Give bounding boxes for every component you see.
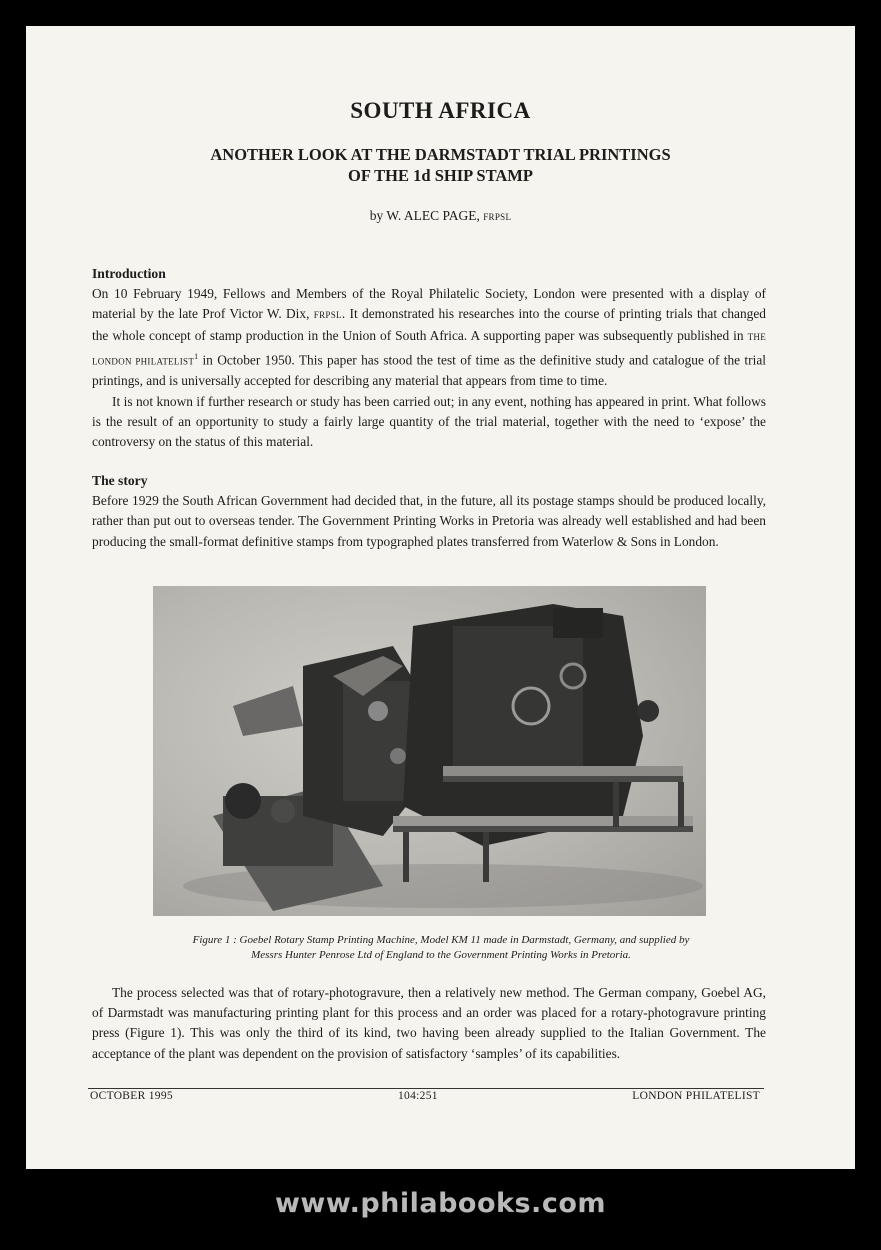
byline bbox=[26, 208, 855, 224]
introduction-paragraph-1: On 10 February 1949, Fellows and Members of the Royal Philatelic Society, London were presented with a display of material by the late Prof Victor W. Dix, FRPSL. It demonstrated his researches into the course of printing trials that changed the whole concept of stamp production in the Union of South Africa. A supporting paper was subsequently published in THE LONDON PHILATELIST$^1$ in October 1950. This paper has stood the test of time as the definitive study and catalogue of the trial printings, and is universally accepted for describing any material that appears from time to time. bbox=[92, 286, 766, 389]
footer-page-number: 104:251 bbox=[398, 1090, 438, 1102]
author-name: by W. ALEC PAGE, bbox=[369, 208, 480, 223]
process-paragraph-1: The process selected was that of rotary-photogravure, then a relatively new method. The German company, Goebel AG, of Darmstadt was manufacturing printing plant for this process and an order was placed for a rotary-photogravure printing press (Figure 1). This was only the third of its kind, two having been already supplied to the Italian Government. The acceptance of the plant was dependent on the provision of satisfactory ‘samples’ of its capabilities. bbox=[92, 985, 766, 1061]
process-section bbox=[92, 983, 766, 1064]
introduction-section bbox=[92, 264, 766, 452]
honour-abbrev: FRPSL bbox=[313, 310, 342, 321]
author-honour: FRPSL bbox=[483, 212, 512, 222]
journal-name: THE LONDON PHILATELIST bbox=[92, 331, 766, 367]
figure-caption-line-1: Figure 1 : Goebel Rotary Stamp Printing Machine, Model KM 11 made in Darmstadt, Germany, and supplied by bbox=[192, 934, 690, 946]
section-title: SOUTH AFRICA bbox=[350, 98, 531, 123]
story-paragraph-1: Before 1929 the South African Government had decided that, in the future, all its postage stamps should be produced locally, rather than put out to overseas tender. The Government Printing Works in Pretoria was already well established and had been producing the small-format definitive stamps from typographed plates transferred from Waterlow & Sons in London. bbox=[92, 493, 766, 549]
footer-date: OCTOBER 1995 bbox=[90, 1090, 173, 1102]
footnote-ref: 1 bbox=[194, 351, 199, 361]
figure-caption bbox=[116, 933, 766, 963]
article-title-line-1: ANOTHER LOOK AT THE DARMSTADT TRIAL PRINTINGS bbox=[210, 145, 671, 164]
story-heading: The story bbox=[92, 473, 148, 488]
introduction-paragraph-2: It is not known if further research or study has been carried out; in any event, nothing has appeared in print. What follows is the result of an opportunity to study a fairly large quantity of the trial material, together with the need to ‘expose’ the controversy on the status of this material. bbox=[92, 393, 766, 450]
story-section bbox=[92, 471, 766, 552]
goebel-rotary-printing-machine-photo bbox=[153, 586, 706, 916]
machine-illustration bbox=[153, 586, 706, 916]
website-watermark: www.philabooks.com bbox=[274, 1188, 607, 1219]
footer-divider bbox=[88, 1088, 764, 1089]
introduction-heading: Introduction bbox=[92, 266, 166, 281]
footer-journal-name: LONDON PHILATELIST bbox=[632, 1090, 760, 1102]
article-title bbox=[26, 144, 855, 186]
article-title-line-2: OF THE 1d SHIP STAMP bbox=[348, 166, 533, 185]
scanned-page bbox=[26, 26, 855, 1169]
figure-caption-line-2: Messrs Hunter Penrose Ltd of England to the Government Printing Works in Pretoria. bbox=[251, 949, 631, 961]
